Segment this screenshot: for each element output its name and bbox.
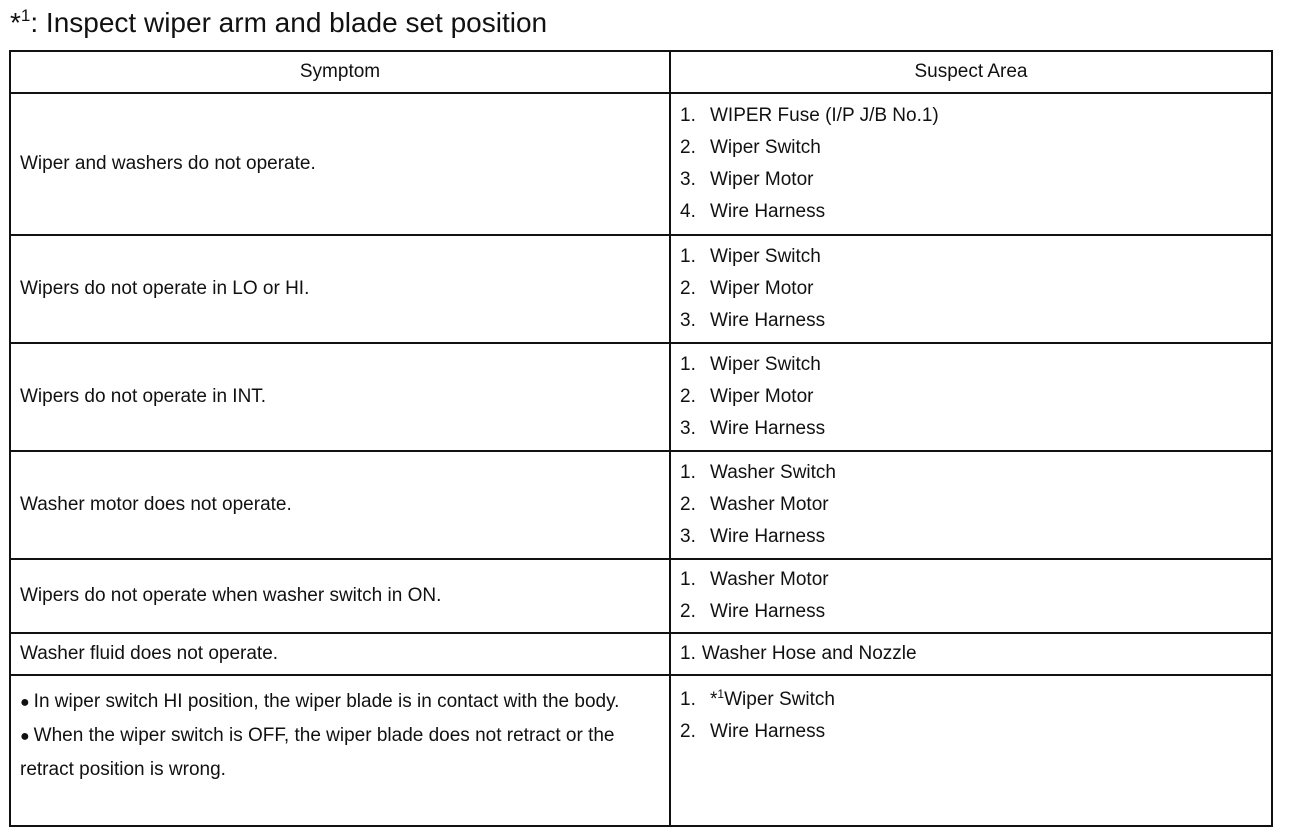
suspect-area-cell bbox=[670, 633, 1272, 675]
suspect-number: 1. bbox=[680, 105, 696, 126]
suspect-number: 3. bbox=[680, 169, 696, 190]
suspect-item bbox=[680, 684, 1271, 716]
symptom-cell: Wipers do not operate in LO or HI. bbox=[10, 235, 670, 343]
suspect-number: 1. bbox=[680, 462, 696, 483]
suspect-text: Wiper Motor bbox=[710, 278, 814, 299]
table-row bbox=[10, 559, 1272, 633]
symptom-cell: Wipers do not operate when washer switch in ON. bbox=[10, 559, 670, 633]
suspect-text: Washer Motor bbox=[710, 494, 829, 515]
suspect-text: Wire Harness bbox=[710, 721, 826, 742]
troubleshooting-table bbox=[9, 50, 1273, 827]
ref-superscript: 1 bbox=[717, 687, 725, 701]
suspect-text: Wire Harness bbox=[710, 601, 826, 622]
ref-prefix: * bbox=[710, 689, 718, 710]
suspect-item bbox=[680, 596, 1271, 628]
symptom-bullet-text: In wiper switch HI position, the wiper blade is in contact with the body. bbox=[33, 691, 620, 712]
symptom-cell: Wipers do not operate in INT. bbox=[10, 343, 670, 451]
suspect-item bbox=[680, 716, 1271, 748]
suspect-number: 1. bbox=[680, 569, 696, 590]
suspect-item bbox=[680, 381, 1271, 413]
suspect-number: 3. bbox=[680, 418, 696, 439]
page-title bbox=[10, 4, 547, 42]
bullet-icon: ● bbox=[20, 728, 30, 745]
symptom-bullet bbox=[20, 685, 660, 719]
suspect-number: 3. bbox=[680, 310, 696, 331]
suspect-text: Wire Harness bbox=[710, 310, 826, 331]
suspect-number: 3. bbox=[680, 526, 696, 547]
symptom-bullet bbox=[20, 719, 660, 786]
suspect-item bbox=[680, 241, 1271, 273]
title-superscript: 1 bbox=[20, 6, 31, 25]
column-header-suspect-area: Suspect Area bbox=[670, 51, 1272, 93]
suspect-number: 1. bbox=[680, 643, 696, 664]
suspect-number: 2. bbox=[680, 601, 696, 622]
bullet-icon: ● bbox=[20, 694, 30, 711]
suspect-list bbox=[680, 457, 1271, 553]
suspect-item bbox=[680, 164, 1271, 196]
suspect-list bbox=[680, 638, 1271, 670]
suspect-item bbox=[680, 457, 1271, 489]
suspect-text: Wire Harness bbox=[710, 526, 826, 547]
table-row bbox=[10, 235, 1272, 343]
suspect-item bbox=[680, 521, 1271, 553]
suspect-item bbox=[680, 100, 1271, 132]
suspect-number: 1. bbox=[680, 354, 696, 375]
suspect-item bbox=[680, 132, 1271, 164]
symptom-cell: Washer motor does not operate. bbox=[10, 451, 670, 559]
table-row bbox=[10, 675, 1272, 826]
table-row bbox=[10, 633, 1272, 675]
suspect-item bbox=[680, 489, 1271, 521]
suspect-item bbox=[680, 196, 1271, 228]
suspect-number: 1. bbox=[680, 246, 696, 267]
suspect-list bbox=[680, 100, 1271, 228]
suspect-list bbox=[680, 684, 1271, 748]
suspect-number: 1. bbox=[680, 689, 696, 710]
suspect-text: Wire Harness bbox=[710, 418, 826, 439]
suspect-text: Wiper Switch bbox=[710, 354, 821, 375]
suspect-text: Wiper Switch bbox=[724, 689, 835, 710]
symptom-cell: Wiper and washers do not operate. bbox=[10, 93, 670, 235]
suspect-area-cell bbox=[670, 675, 1272, 826]
suspect-item bbox=[680, 273, 1271, 305]
suspect-text: WIPER Fuse (I/P J/B No.1) bbox=[710, 105, 939, 126]
suspect-area-cell bbox=[670, 559, 1272, 633]
table-row bbox=[10, 343, 1272, 451]
suspect-area-cell bbox=[670, 343, 1272, 451]
symptom-cell bbox=[10, 675, 670, 826]
suspect-text: Wiper Switch bbox=[710, 137, 821, 158]
suspect-number: 2. bbox=[680, 721, 696, 742]
suspect-text: Wiper Motor bbox=[710, 169, 814, 190]
suspect-text: Wiper Switch bbox=[710, 246, 821, 267]
suspect-area-cell bbox=[670, 451, 1272, 559]
table-header-row bbox=[10, 51, 1272, 93]
suspect-number: 2. bbox=[680, 137, 696, 158]
suspect-number: 4. bbox=[680, 201, 696, 222]
suspect-item bbox=[680, 349, 1271, 381]
suspect-number: 2. bbox=[680, 494, 696, 515]
suspect-item bbox=[680, 305, 1271, 337]
suspect-text: Washer Motor bbox=[710, 569, 829, 590]
table-row bbox=[10, 93, 1272, 235]
suspect-text: Washer Switch bbox=[710, 462, 836, 483]
title-prefix: * bbox=[10, 7, 21, 38]
suspect-item bbox=[680, 413, 1271, 445]
symptom-bullet-text: When the wiper switch is OFF, the wiper blade does not retract or the retract position is wrong. bbox=[20, 725, 615, 780]
suspect-list bbox=[680, 564, 1271, 628]
suspect-area-cell bbox=[670, 235, 1272, 343]
symptom-cell: Washer fluid does not operate. bbox=[10, 633, 670, 675]
suspect-item bbox=[680, 564, 1271, 596]
suspect-list bbox=[680, 241, 1271, 337]
suspect-number: 2. bbox=[680, 386, 696, 407]
suspect-number: 2. bbox=[680, 278, 696, 299]
suspect-area-cell bbox=[670, 93, 1272, 235]
footnote-reference bbox=[710, 689, 724, 710]
suspect-text: Wire Harness bbox=[710, 201, 826, 222]
table-row bbox=[10, 451, 1272, 559]
column-header-symptom: Symptom bbox=[10, 51, 670, 93]
suspect-item bbox=[680, 638, 1271, 670]
suspect-list bbox=[680, 349, 1271, 445]
title-text: : Inspect wiper arm and blade set position bbox=[30, 7, 548, 38]
suspect-text: Wiper Motor bbox=[710, 386, 814, 407]
suspect-text: Washer Hose and Nozzle bbox=[701, 643, 917, 664]
